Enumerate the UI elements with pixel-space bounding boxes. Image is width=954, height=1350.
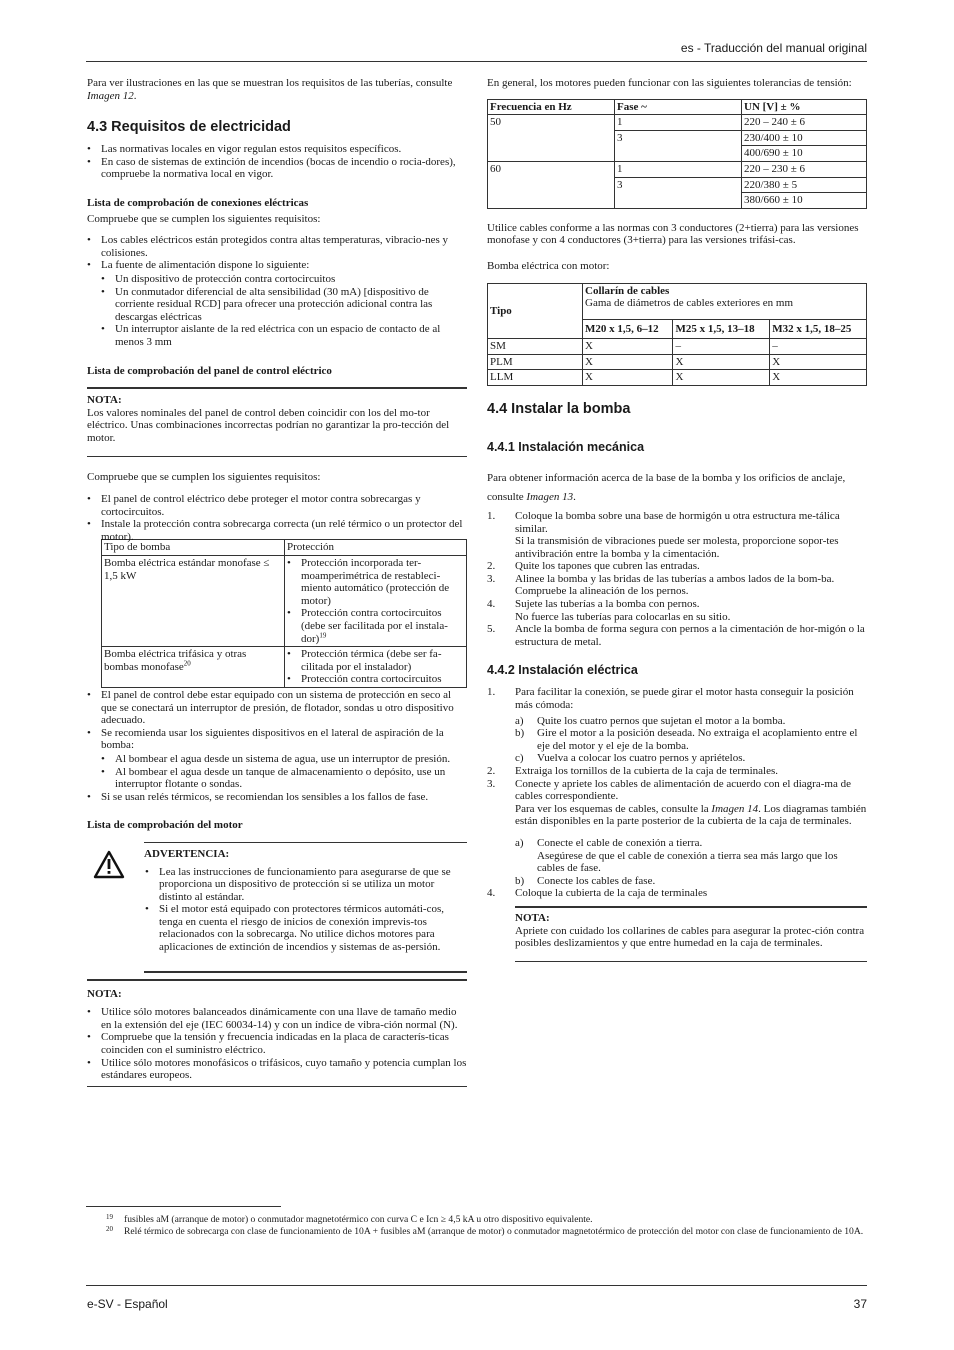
table-header: Protección (285, 540, 467, 556)
motor-checklist-title: Lista de comprobación del motor (87, 819, 243, 832)
table-row (488, 115, 867, 131)
list-item: 3. Alinee la bomba y las bridas de las tuberías a ambos lados de la bom-ba. Compruebe la alineación de los pernos. (487, 572, 835, 598)
table-row (102, 647, 467, 688)
list-item: • Protección incorporada ter-moamperimétrica de restableci-miento automático (protección de motor) (287, 557, 464, 607)
list-item: • Si se usan relés térmicos, se recomiendan los sensibles a los fallos de fase. (87, 791, 467, 804)
list-item: • Lea las instrucciones de funcionamiento para asegurarse de que se proporciona un dispositivo de protección si se utiliza un motor distinto al estándar. (145, 866, 467, 904)
conn-checklist-title: Lista de comprobación de conexiones eléctricas (87, 196, 309, 209)
table-cell: 3 (615, 177, 742, 208)
footnotes (106, 1214, 866, 1238)
e3-substeps (515, 837, 867, 887)
table-header: Collarín de cables Gama de diámetros de cables exteriores en mm (583, 283, 867, 319)
table-cell: SM (488, 339, 583, 355)
table-cell: 3 (615, 130, 742, 161)
table-cell: X (583, 354, 673, 370)
nota3-top-rule (515, 906, 867, 908)
nota2-label: NOTA: (87, 987, 122, 1000)
panel-checklist-title: Lista de comprobación del panel de control eléctrico (87, 364, 332, 377)
list-item: • Un conmutador diferencial de alta sensibilidad (30 mA) [dispositivo de corriente residual RCD] para ofrecer una protección adicional contra las descargas eléctricas (101, 286, 467, 324)
table-cell: X (770, 354, 867, 370)
footer-rule (86, 1285, 867, 1286)
table-header: M25 x 1,5, 13–18 (673, 319, 770, 339)
panel-bullets-after (87, 689, 467, 803)
list-item: • Protección contra cortocircuitos (287, 673, 464, 686)
table-cell: 50 (488, 115, 615, 162)
table-cell: 220/380 ± 5 (742, 177, 867, 193)
list-item: c) Vuelva a colocar los cuatro pernos y apriételos. (515, 752, 746, 765)
warning-label: ADVERTENCIA: (144, 847, 230, 860)
list-item: • Protección térmica (debe ser fa-cilitada por el instalador) (287, 648, 464, 673)
table-row (488, 370, 867, 386)
footnote: 20 Relé térmico de sobrecarga con clase de funcionamiento de 10A + fusibles aM (arranque de motor) o conmutador magnetotérmico de protección del motor con clase de funcionamiento de 10A. (106, 1225, 864, 1237)
table-cell: 380/660 ± 10 (742, 193, 867, 209)
bomba-label: Bomba eléctrica con motor: (487, 259, 610, 272)
nota2-bullets (87, 1006, 467, 1082)
list-item: • Los cables eléctricos están protegidos contra altas temperaturas, vibracio-nes y colisiones. (87, 234, 467, 259)
table-row (488, 161, 867, 177)
list-item: • La fuente de alimentación dispone lo siguiente: • Un dispositivo de protección contra cortocircuitos • Un conmutador diferencial de alta sensibilidad (30 mA) [dispositivo de corriente residual RCD] para ofrecer una protección adicional contra las descargas eléctricas • Un interruptor aislante de la red eléctrica con un espacio de contacto de al menos 3 mm (87, 259, 467, 348)
cable-gland-table (487, 283, 867, 386)
list-item: 2. Quite los tapones que cubren las entradas. (487, 560, 700, 573)
list-item: • Se recomienda usar los siguientes dispositivos en el lateral de aspiración de la bomba: • Al bombear el agua desde un sistema de agua, use un interruptor de presión. • Al bombear el agua desde un tanque de almacenamiento o depósito, use un interruptor flotante o sondas. (87, 727, 467, 791)
table-cell: X (770, 370, 867, 386)
intro-paragraph: Para ver ilustraciones en las que se muestran los requisitos de las tuberías, consulte Imagen 12. (87, 77, 453, 102)
list-item: 2. Extraiga los tornillos de la cubierta de la caja de terminales. (487, 765, 778, 777)
conn-intro: Compruebe que se cumplen los siguientes requisitos: (87, 212, 321, 225)
s441-intro: Para obtener información acerca de la base de la bomba y los orificios de anclaje, consulte Imagen 13. (487, 471, 846, 503)
table-row (488, 354, 867, 370)
list-item: 1. Coloque la bomba sobre una base de hormigón u otra estructura me-tálica similar. Si la transmisión de vibraciones puede ser molesta, proporcione sopor-tes antivibración entre la bomba y la cimentación. (487, 509, 840, 560)
list-item: 1. Para facilitar la conexión, se puede girar el motor hasta conseguir la posición más cómoda: a) Quite los cuatro pernos que sujetan el motor a la bomba. b) Gire el motor a la posición deseada. No extraiga el acoplamiento entre el eje del motor y el eje de la bomba. c) Vuelva a colocar los cuatro pernos y apriételos. (487, 686, 867, 765)
warning-triangle-icon (93, 850, 125, 879)
list-item: 5. Ancle la bomba de forma segura con pernos a la cimentación de hor-migón o la estructura de metal. (487, 623, 865, 648)
left-column (87, 77, 467, 1087)
header-rule (86, 61, 867, 62)
table-cell: 1 (615, 161, 742, 177)
nota2-bottom-rule (87, 1086, 467, 1087)
list-item: • Utilice sólo motores monofásicos o trifásicos, cuyo tamaño y potencia cumplan los estándares europeos. (87, 1057, 467, 1082)
voltage-intro: En general, los motores pueden funcionar con las siguientes tolerancias de tensión: (487, 77, 852, 89)
table-header: M20 x 1,5, 6–12 (583, 319, 673, 339)
list-item: • Utilice sólo motores balanceados dinámicamente con una llave de tamaño medio en la extensión del eje (IEC 60034-14) y con un índice de vibra-ción normal (N). (87, 1006, 467, 1031)
list-item: • Si el motor está equipado con protectores térmicos automáti-cos, tenga en cuenta el riesgo de inicios de conexión imprevis-tos relacionados con la sobrecarga. No utilice dichos motores para aplicaciones de extinción de incendios y sistemas de as-persión. (145, 903, 467, 953)
right-column (487, 77, 867, 962)
table-cell: 1 (615, 115, 742, 131)
nota3-box (515, 906, 867, 962)
list-item: 3. Conecte y apriete los cables de alimentación de acuerdo con el diagra-ma de cables correspondiente. Para ver los esquemas de cables, consulte la Imagen 14. Los diagramas también están disponibles en la parte posterior de la cubierta de la caja de terminales. a) Conecte el cable de conexión a tierra. Asegúrese de que el cable de conexión a tierra sea más largo que los cables de fase. b) Conecte los cables de fase. (487, 777, 867, 887)
list-item: • En caso de sistemas de extinción de incendios (bocas de incendio o rocia-dores), compruebe la normativa local en vigor. (87, 156, 467, 181)
list-item: b) Gire el motor a la posición deseada. No extraiga el acoplamiento entre el eje del motor y el eje de la bomba. (515, 727, 858, 752)
table-cell: X (583, 339, 673, 355)
table-cell: Bomba eléctrica trifásica y otras bombas monofase$^{20}$ (102, 647, 285, 688)
intro-ref[interactable]: Imagen 12 (87, 89, 134, 102)
footnote: 19 fusibles aM (arranque de motor) o conmutador magnetotérmico con curva C e Icn ≥ 4,5 kA u otro dispositivo equivalente. (106, 1213, 593, 1225)
nota1-text: Los valores nominales del panel de control deben coincidir con los del mo-tor eléctrico. Unas combinaciones incorrectas podrían no garantizar la pro-tección del motor. (87, 406, 450, 444)
list-item: • El panel de control eléctrico debe proteger el motor contra sobrecargas y cortocircuitos. (87, 493, 467, 518)
warning-bottom-rule (144, 971, 467, 973)
footer-doc-name: e-SV - Español (87, 1297, 168, 1311)
cables-paragraph: Utilice cables conforme a las normas con 3 conductores (2+tierra) para las versiones monofase y con 4 conductores (3+tierra) para las versiones trifási-cas. (487, 221, 859, 247)
table-cell: X (673, 370, 770, 386)
table-cell: 220 – 240 ± 6 (742, 115, 867, 131)
footnote-rule (86, 1206, 281, 1207)
table-cell: – (770, 339, 867, 355)
table-cell: 220 – 230 ± 6 (742, 161, 867, 177)
list-item: • Instale la protección contra sobrecarga correcta (un relé térmico o un protector del motor). (87, 518, 467, 543)
nota1-bottom-rule (87, 456, 467, 457)
table-row (488, 339, 867, 355)
page-number: 37 (853, 1297, 867, 1311)
section-4-4-1-title: 4.4.1 Instalación mecánica (487, 439, 645, 454)
list-item: • Un dispositivo de protección contra cortocircuitos (101, 273, 467, 286)
table-header: Frecuencia en Hz (488, 99, 615, 115)
table-cell: X (583, 370, 673, 386)
e3-ref[interactable]: Imagen 14 (711, 802, 759, 815)
list-item: a) Quite los cuatro pernos que sujetan el motor a la bomba. (515, 714, 786, 727)
warning-block (87, 842, 467, 973)
warning-bullets (144, 866, 467, 954)
list-item: • Al bombear el agua desde un tanque de almacenamiento o depósito, use un interruptor flotante o sondas. (101, 766, 467, 791)
list-item: • Protección contra cortocircuitos (debe ser facilitada por el instala-dor)$^{19}$ (287, 607, 464, 645)
s441-ref[interactable]: Imagen 13 (526, 490, 574, 503)
table-header: UN [V] ± % (742, 99, 867, 115)
table-cell: Bomba eléctrica estándar monofase ≤ 1,5 kW (102, 556, 285, 647)
table-row (102, 556, 467, 647)
after-sub-bullets (101, 753, 467, 791)
table-cell: LLM (488, 370, 583, 386)
table-cell: PLM (488, 354, 583, 370)
table-cell: X (673, 354, 770, 370)
nota3-text: Apriete con cuidado los collarines de cables para asegurar la protec-ción contra posibles deslizamientos y que entre humedad en la caja de terminales. (515, 924, 865, 950)
panel-bullets (87, 493, 467, 543)
table-header: Tipo de bomba (102, 540, 285, 556)
table-header: Tipo (488, 283, 583, 339)
footnote-ref[interactable]: 20 (183, 659, 191, 668)
table-cell: 230/400 ± 10 (742, 130, 867, 146)
nota1-label: NOTA: (87, 394, 122, 407)
electrical-steps (487, 686, 867, 900)
list-item: • Un interruptor aislante de la red eléctrica con un espacio de contacto de al menos 3 mm (101, 323, 467, 348)
conn-bullets (87, 234, 467, 348)
mechanical-steps (487, 510, 867, 649)
nota1-box (87, 389, 467, 444)
table-cell (285, 556, 467, 647)
list-item: a) Conecte el cable de conexión a tierra. Asegúrese de que el cable de conexión a tierra sea más largo que los cables de fase. (515, 836, 838, 875)
list-item: b) Conecte los cables de fase. (515, 874, 656, 887)
panel-intro: Compruebe que se cumplen los siguientes requisitos: (87, 471, 321, 484)
nota3-bottom-rule (515, 961, 867, 962)
list-item: • Las normativas locales en vigor regulan estos requisitos específicos. (87, 143, 467, 156)
voltage-table (487, 99, 867, 209)
nota3-label: NOTA: (515, 911, 550, 924)
table-cell: 400/690 ± 10 (742, 146, 867, 162)
list-item: 4. Coloque la cubierta de la caja de terminales (487, 887, 708, 900)
table-cell: 60 (488, 161, 615, 208)
header-title: es - Traducción del manual original (680, 41, 867, 55)
table-cell: – (673, 339, 770, 355)
s43-bullets (87, 143, 467, 181)
table-header: M32 x 1,5, 18–25 (770, 319, 867, 339)
list-item: 4. Sujete las tuberías a la bomba con pernos. No fuerce las tuberías para colocarlas en su sitio. (487, 598, 731, 623)
list-item: • El panel de control debe estar equipado con un sistema de protección en seco al que se conectará un interruptor de presión, de flotador, sondas u otro dispositivo adecuado. (87, 689, 467, 727)
protection-table (101, 539, 467, 688)
conn-sub-bullets (101, 273, 467, 349)
nota2-top-rule (87, 979, 467, 981)
warning-top-rule (144, 842, 467, 843)
table-cell (285, 647, 467, 688)
list-item: • Al bombear el agua desde un sistema de agua, use un interruptor de presión. (101, 753, 467, 766)
footnote-ref[interactable]: 19 (319, 630, 327, 639)
list-item: • Compruebe que la tensión y frecuencia indicadas en la placa de caracterís-ticas coinciden con el suministro eléctrico. (87, 1031, 467, 1056)
section-4-3-title: 4.3 Requisitos de electricidad (87, 119, 291, 136)
e1-substeps (515, 715, 867, 765)
section-4-4-2-title: 4.4.2 Instalación eléctrica (487, 663, 638, 678)
table-header: Fase ~ (615, 99, 742, 115)
section-4-4-title: 4.4 Instalar la bomba (487, 400, 631, 417)
